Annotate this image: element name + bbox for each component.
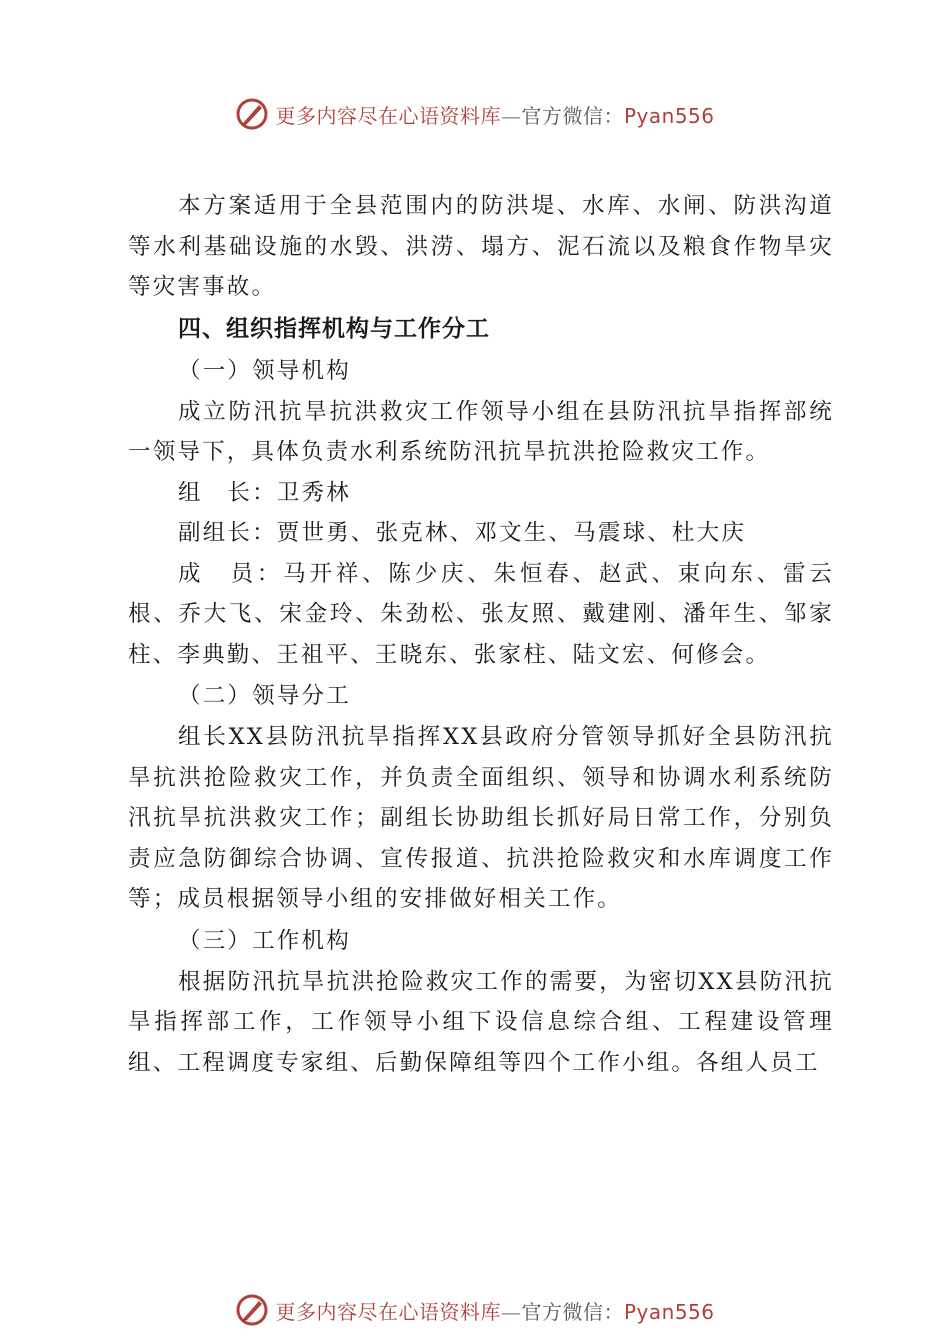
paragraph-leadership: 成立防汛抗旱抗洪救灾工作领导小组在县防汛抗旱指挥部统一领导下，具体负责水利系统防汛抗旱抗洪抢险救灾工作。 [128,398,834,465]
paragraph-division: 组长XX县防汛抗旱指挥XX县政府分管领导抓好全县防汛抗旱抗洪抢险救灾工作，并负责全面组织、领导和协调水利系统防汛抗旱抗洪救灾工作；副组长协助组长抓好局日常工作，分别负责应急防御综合协调、宣传报道、抗洪抢险救灾和水库调度工作等；成员根据领导小组的安排做好相关工作。 [128,724,834,912]
footer-slogan: 更多内容尽在心语资料库 [275,1299,501,1324]
footer-banner [0,1288,950,1332]
header-banner-text [275,100,714,129]
quill-seal-icon [235,1293,269,1327]
paragraph-scope: 本方案适用于全县范围内的防洪堤、水库、水闸、防洪沟道等水利基础设施的水毁、洪涝、塌方、泥石流以及粮食作物旱灾等灾害事故。 [128,193,834,300]
subsection-heading-1: （一）领导机构 [178,357,351,384]
header-wechat-label: 官方微信： [521,103,624,128]
header-slogan: 更多内容尽在心语资料库 [275,103,501,128]
document-body [128,186,834,1083]
subsection-heading-2: （二）领导分工 [178,683,351,709]
header-separator: — [500,103,522,128]
header-banner [0,92,950,136]
footer-banner-text [275,1296,714,1325]
header-wechat-id: Pyan556 [623,103,715,128]
paragraph-work-org: 根据防汛抗旱抗洪抢险救灾工作的需要，为密切XX县防汛抗旱指挥部工作，工作领导小组下设信息综合组、工程建设管理组、工程调度专家组、后勤保障组等四个工作小组。各组人员工 [128,968,834,1076]
members-line: 成 员：马开祥、陈少庆、朱恒春、赵武、束向东、雷云根、乔大飞、宋金玲、朱劲松、张友照、戴建刚、潘年生、邹家柱、李典勤、王祖平、王晓东、张家柱、陆文宏、何修会。 [128,560,834,668]
footer-wechat-id: Pyan556 [623,1299,715,1324]
subsection-heading-3: （三）工作机构 [178,927,351,954]
leader-line: 组 长：卫秀林 [178,479,351,506]
section-heading-4: 四、组织指挥机构与工作分工 [178,315,490,342]
footer-separator: — [500,1299,522,1324]
quill-seal-icon [235,97,269,131]
footer-wechat-label: 官方微信： [521,1299,624,1324]
deputy-leaders-line: 副组长：贾世勇、张克林、邓文生、马震球、杜大庆 [178,520,747,546]
